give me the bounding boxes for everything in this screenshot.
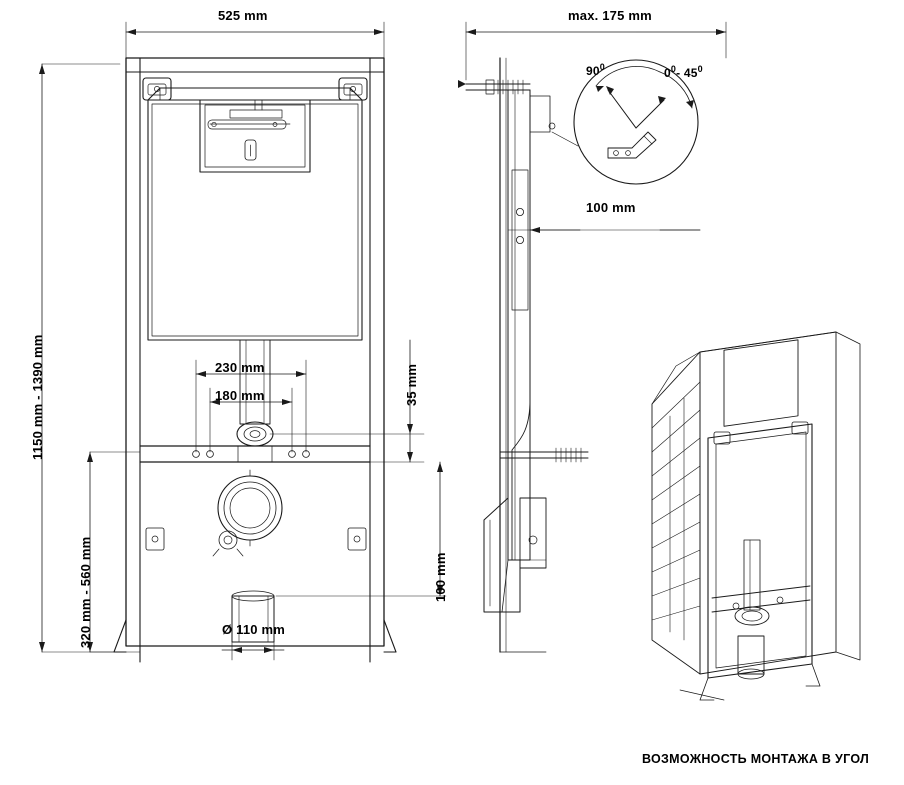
label-total-height: 1150 mm - 1390 mm (30, 334, 45, 460)
label-dim-110: Ø 110 mm (222, 622, 286, 637)
label-angle-range: $0^0-$ $45^0$ (664, 64, 703, 80)
corner-install-caption: ВОЗМОЖНОСТЬ МОНТАЖА В УГОЛ (642, 752, 870, 766)
label-depth-max: max. 175 mm (568, 8, 652, 23)
label-width-front: 525 mm (218, 8, 268, 23)
label-lower-height: 320 mm - 560 mm (78, 536, 93, 648)
label-dim-230: 230 mm (215, 360, 265, 375)
label-dim-100-front: 100 mm (433, 552, 448, 602)
label-angle-90: $90^0$ (586, 62, 605, 78)
label-dim-35: 35 mm (404, 363, 419, 406)
label-dim-100-side: 100 mm (586, 200, 636, 215)
label-dim-180: 180 mm (215, 388, 265, 403)
